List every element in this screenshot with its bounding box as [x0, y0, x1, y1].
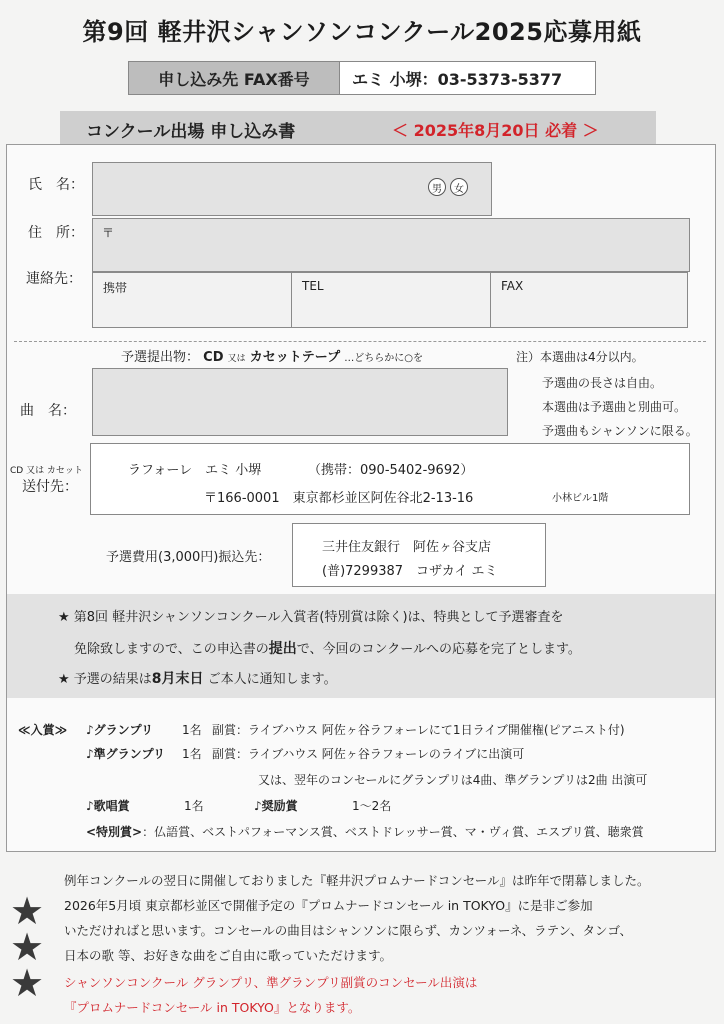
encouragement-prize-count: 1～2名 — [352, 799, 392, 813]
fax-field[interactable] — [490, 272, 688, 328]
footer-line-6: 『プロムナードコンセール in TOKYO』となります。 — [64, 1000, 361, 1015]
notice-line-3c: ご本人に通知します。 — [203, 672, 337, 687]
song-label: 曲 名： — [20, 403, 76, 419]
star-icon: ★ — [10, 889, 45, 933]
encouragement-prize-name: ♪奨励賞 — [254, 799, 298, 813]
notice-line-2c: で、今回のコンクールへの応募を完了とします。 — [296, 642, 581, 657]
tel-field[interactable] — [291, 272, 491, 328]
jun-grand-prix-count: 1名 — [182, 747, 202, 761]
prize-alternative: 又は、翌年のコンセールにグランプリは4曲、準グランプリは2曲 出演可 — [258, 773, 648, 787]
send-name: ラフォーレ エミ 小堺 — [128, 463, 262, 478]
deadline: ＜ 2025年8月20日 必着 ＞ — [392, 121, 599, 140]
song-field[interactable] — [92, 368, 508, 436]
address-field[interactable] — [92, 218, 690, 272]
contact-label: 連絡先： — [26, 271, 82, 287]
cassette-option[interactable]: カセットテープ — [249, 350, 341, 365]
grand-prix-name: ♪グランプリ — [86, 723, 154, 737]
singing-prize-name: ♪歌唱賞 — [86, 799, 130, 813]
form-header-bar — [60, 111, 656, 144]
or-text: 又は — [227, 354, 246, 364]
notice-line-2a: 免除致しますので、この申込書の — [74, 642, 269, 657]
female-option[interactable]: 女 — [450, 178, 468, 196]
name-label: 氏 名： — [28, 177, 84, 193]
fax-label: 申し込み先 FAX番号 — [129, 62, 340, 94]
note-line-3: 本選曲は予選曲と別曲可。 — [542, 400, 687, 414]
footer-line-2: 2026年5月頃 東京都杉並区で開催予定の『プロムナードコンセール in TOKYO』に是非ご参加 — [64, 898, 593, 913]
page-title: 第9回 軽井沢シャンソンコンクール2025応募用紙 — [82, 18, 642, 46]
submission-line — [121, 346, 423, 365]
jun-grand-prix-name: ♪準グランプリ — [86, 747, 166, 761]
submission-hint: …どちらかに○を — [344, 353, 424, 364]
notice-line-3 — [58, 668, 337, 688]
postal-mark: 〒 — [102, 226, 115, 240]
footer-line-4: 日本の歌 等、お好きな曲をご自由に歌っていただけます。 — [64, 948, 392, 963]
footer-line-5: シャンソンコンクール グランプリ、準グランプリ副賞のコンセール出演は — [64, 975, 478, 990]
grand-prix-desc: 副賞：ライブハウス 阿佐ヶ谷ラフォーレにて1日ライブ開催権(ピアニスト付) — [212, 723, 625, 737]
male-option[interactable]: 男 — [428, 178, 446, 196]
send-building: 小林ビル1階 — [552, 493, 609, 504]
divider — [14, 341, 706, 342]
jun-grand-prix-desc: 副賞：ライブハウス 阿佐ヶ谷ラフォーレのライブに出演可 — [212, 747, 525, 761]
notice-emphasis-submit: 提出 — [268, 641, 297, 657]
prizes-label: ≪入賞≫ — [18, 723, 68, 737]
special-prizes — [86, 822, 644, 843]
star-icon: ★ — [10, 961, 45, 1005]
form-title: コンクール出場 申し込み書 — [86, 122, 296, 142]
notice-emphasis-date: 8月末日 — [151, 671, 204, 687]
notice-line-1: ★ 第8回 軽井沢シャンソンコンクール入賞者(特別賞は除く)は、特典として予選審査を — [58, 610, 564, 625]
fee-account: (普)7299387 コザカイ エミ — [322, 564, 498, 579]
mobile-label: 携帯 — [103, 281, 128, 295]
star-icon: ★ — [10, 925, 45, 969]
submission-label: 予選提出物： — [121, 350, 200, 365]
note-line-4: 予選曲もシャンソンに限る。 — [542, 424, 698, 438]
send-address: 〒166-0001 東京都杉並区阿佐谷北2-13-16 — [204, 491, 474, 506]
send-label-small: CD 又は カセット — [10, 466, 83, 476]
tel-label: TEL — [302, 279, 324, 293]
mobile-field[interactable] — [92, 272, 292, 328]
special-prizes-list: ：仏語賞、ベストパフォーマンス賞、ベストドレッサー賞、マ・ヴィ賞、エスプリ賞、聴衆賞 — [142, 825, 644, 839]
note-line-2: 予選曲の長さは自由。 — [542, 376, 663, 390]
fee-label: 予選費用(3,000円)振込先： — [106, 550, 271, 565]
footer-line-1: 例年コンクールの翌日に開催しておりました『軽井沢プロムナードコンセール』は昨年で閉幕しました。 — [64, 873, 650, 888]
address-label: 住 所： — [28, 225, 84, 241]
send-tel: （携帯：090-5402-9692） — [308, 463, 474, 478]
footer-line-3: いただければと思います。コンセールの曲目はシャンソンに限らず、カンツォーネ、ラテン、タンゴ、 — [64, 923, 633, 938]
cd-option[interactable]: CD — [203, 350, 224, 365]
singing-prize-count: 1名 — [184, 799, 204, 813]
special-prizes-label: <特別賞> — [86, 825, 143, 839]
fax-value: エミ 小堺：03-5373-5377 — [340, 62, 595, 94]
grand-prix-count: 1名 — [182, 723, 202, 737]
fee-bank: 三井住友銀行 阿佐ヶ谷支店 — [322, 540, 492, 555]
fax-number-box — [128, 61, 596, 95]
note-line-1: 注）本選曲は4分以内。 — [516, 350, 644, 364]
notice-line-2 — [74, 638, 581, 658]
fax-field-label: FAX — [501, 279, 524, 293]
notice-line-3a: ★ 予選の結果は — [58, 672, 152, 687]
send-label: 送付先： — [22, 479, 78, 495]
